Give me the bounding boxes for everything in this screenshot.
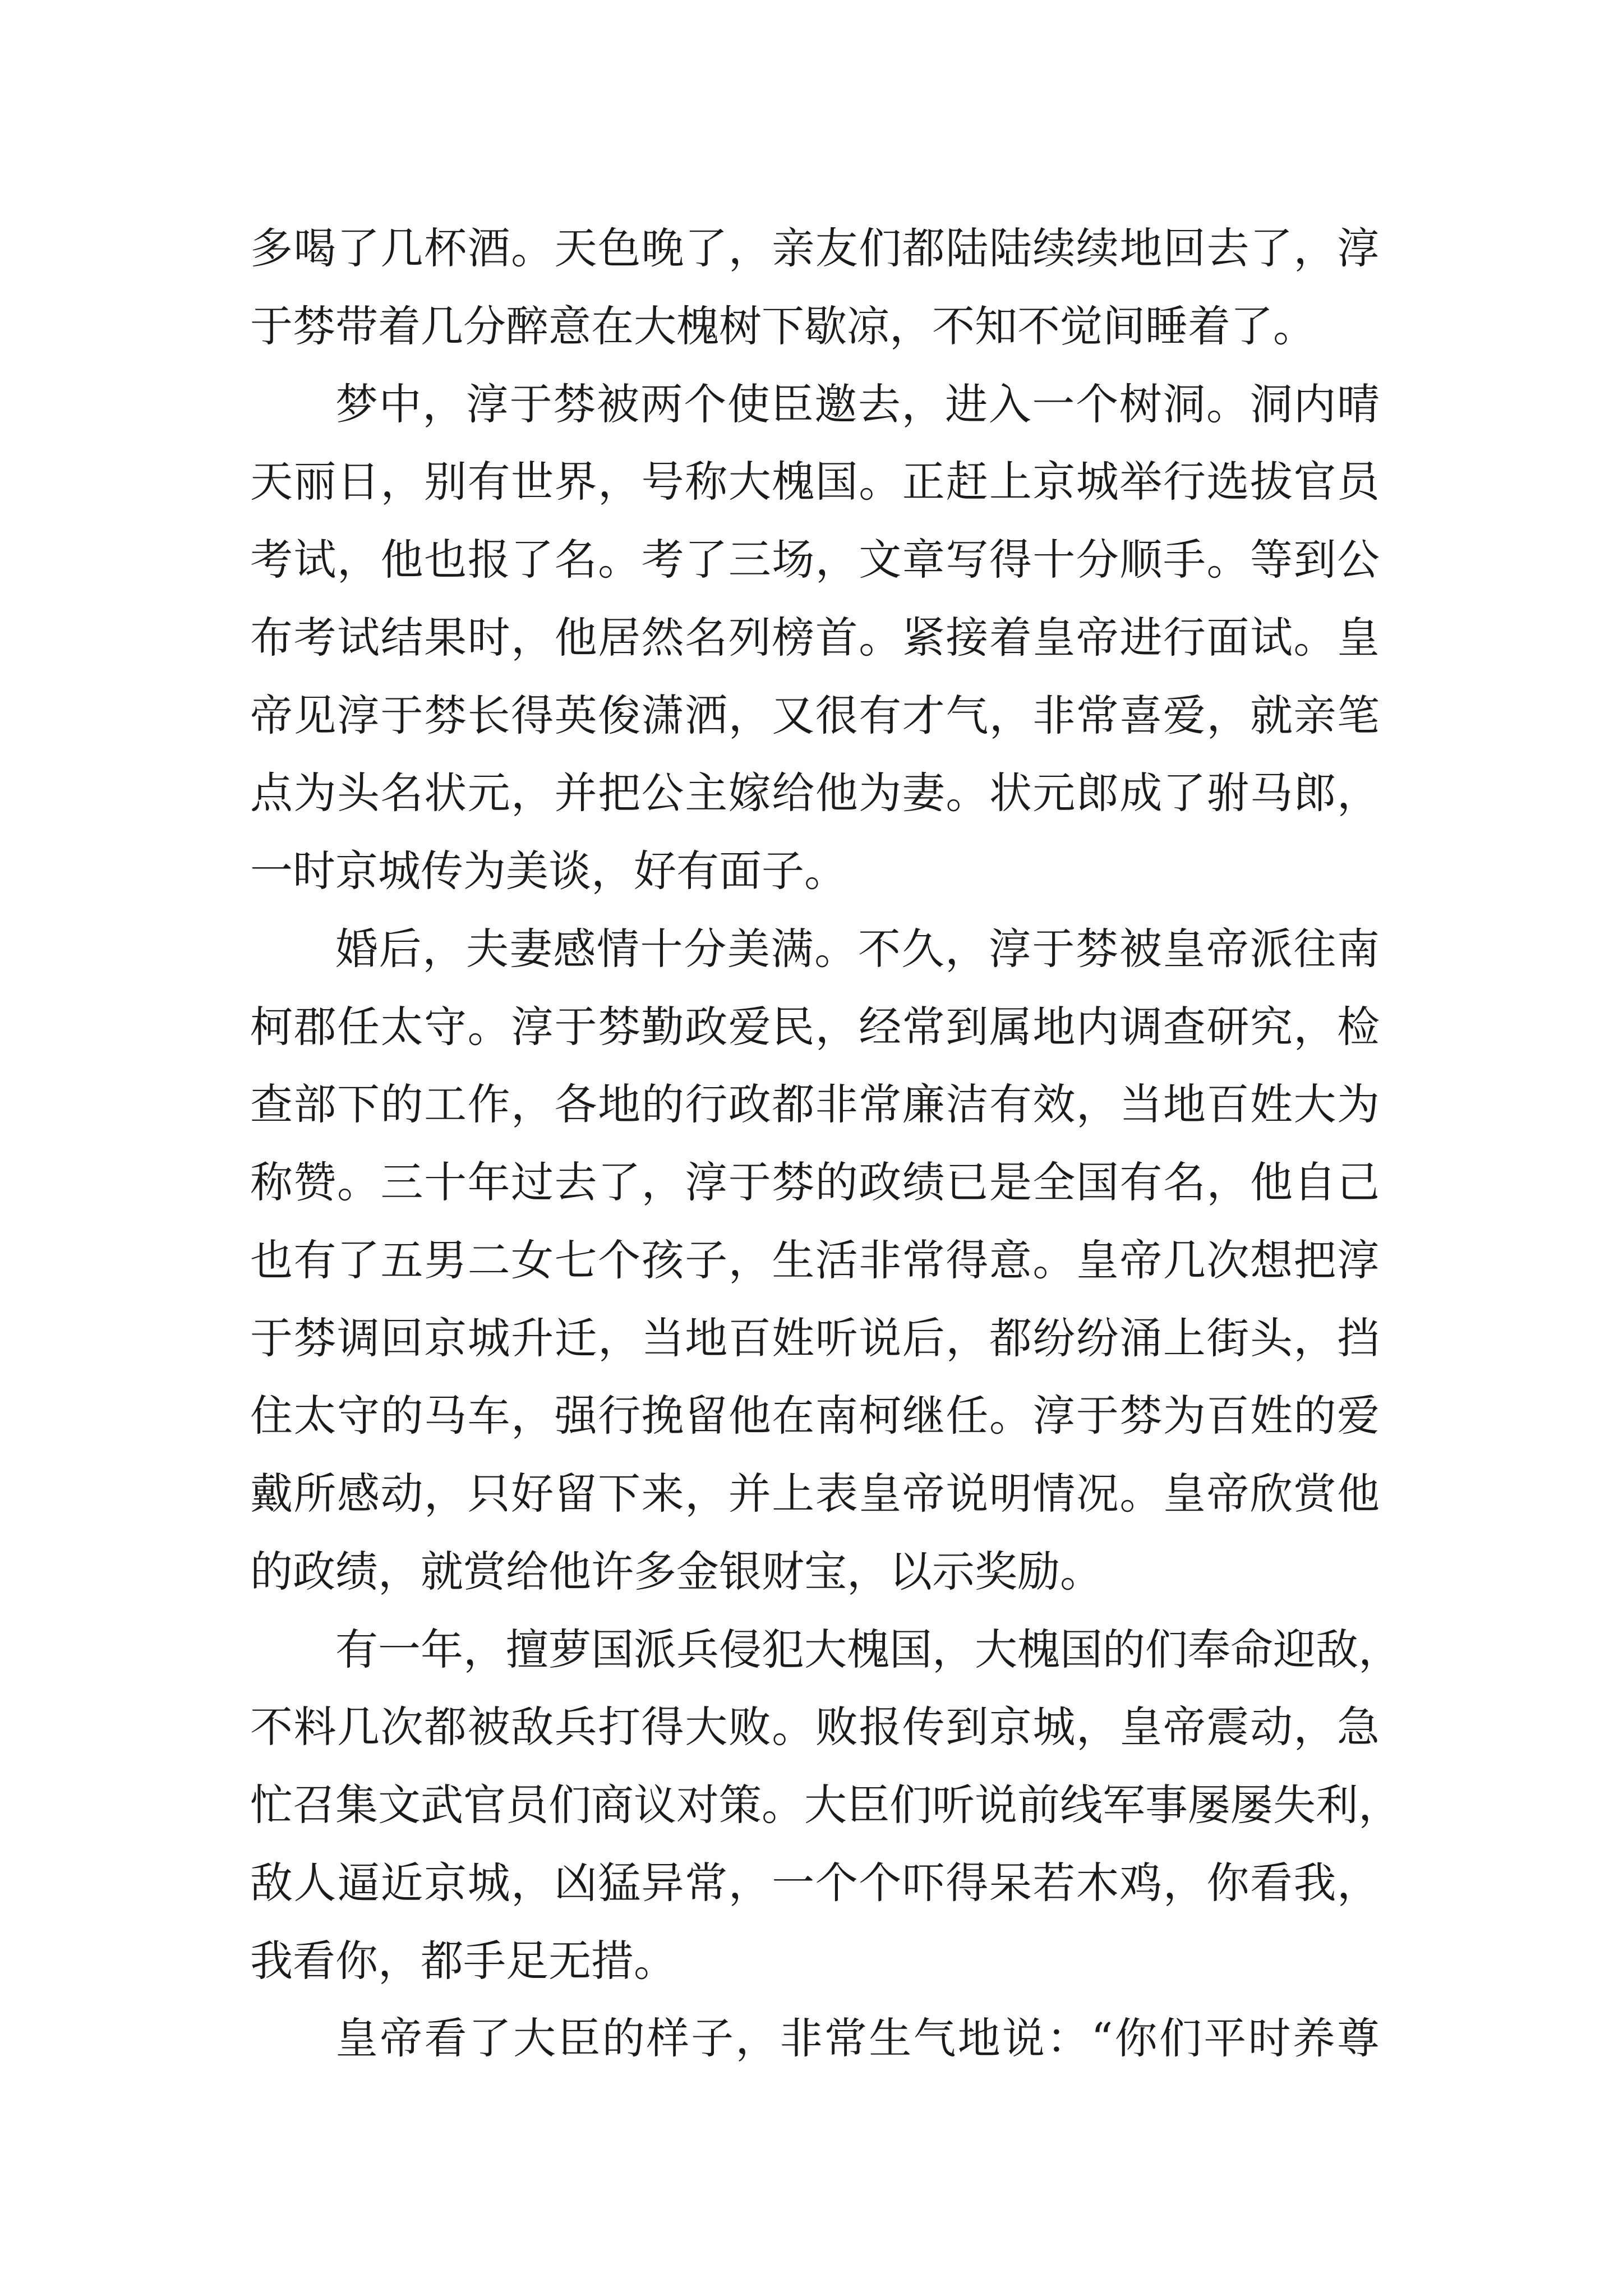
text-line: 婚后，夫妻感情十分美满。不久，淳于棼被皇帝派往南 (335, 924, 1380, 974)
text-line: 忙召集文武官员们商议对策。大臣们听说前线军事屡屡失利， (250, 1780, 1401, 1830)
text-line: 戴所感动，只好留下来，并上表皇帝说明情况。皇帝欣赏他 (250, 1469, 1380, 1519)
text-line: 布考试结果时，他居然名列榜首。紧接着皇帝进行面试。皇 (250, 613, 1380, 662)
text-line: 有一年，擅萝国派兵侵犯大槐国，大槐国的们奉命迎敌， (335, 1625, 1401, 1674)
text-line: 于棼调回京城升迁，当地百姓听说后，都纷纷涌上街头，挡 (250, 1313, 1380, 1363)
text-line: 点为头名状元，并把公主嫁给他为妻。状元郎成了驸马郎， (250, 768, 1380, 818)
text-line: 也有了五男二女七个孩子，生活非常得意。皇帝几次想把淳 (250, 1235, 1380, 1285)
text-line: 称赞。三十年过去了，淳于棼的政绩已是全国有名，他自己 (250, 1157, 1380, 1207)
text-line: 多喝了几杯酒。天色晚了，亲友们都陆陆续续地回去了，淳 (250, 223, 1380, 273)
text-line: 梦中，淳于棼被两个使臣邀去，进入一个树洞。洞内晴 (335, 379, 1380, 429)
text-line: 柯郡任太守。淳于棼勤政爱民，经常到属地内调查研究，检 (250, 1002, 1380, 1052)
text-line: 天丽日，别有世界，号称大槐国。正赶上京城举行选拔官员 (250, 457, 1380, 507)
text-line: 于棼带着几分醉意在大槐树下歇凉，不知不觉间睡着了。 (250, 301, 1316, 351)
text-line: 不料几次都被敌兵打得大败。败报传到京城，皇帝震动，急 (250, 1702, 1380, 1752)
text-line: 皇帝看了大臣的样子，非常生气地说：“你们平时养尊 (335, 2013, 1380, 2063)
text-line: 敌人逼近京城，凶猛异常，一个个吓得呆若木鸡，你看我， (250, 1858, 1380, 1908)
text-line: 的政绩，就赏给他许多金银财宝，以示奖励。 (250, 1547, 1103, 1596)
text-line: 考试，他也报了名。考了三场，文章写得十分顺手。等到公 (250, 535, 1380, 585)
text-line: 住太守的马车，强行挽留他在南柯继任。淳于棼为百姓的爱 (250, 1391, 1380, 1441)
text-line: 我看你，都手足无措。 (250, 1936, 676, 1986)
text-line: 帝见淳于棼长得英俊潇洒，又很有才气，非常喜爱，就亲笔 (250, 691, 1380, 740)
text-line: 一时京城传为美谈，好有面子。 (250, 846, 847, 896)
text-line: 查部下的工作，各地的行政都非常廉洁有效，当地百姓大为 (250, 1079, 1380, 1129)
